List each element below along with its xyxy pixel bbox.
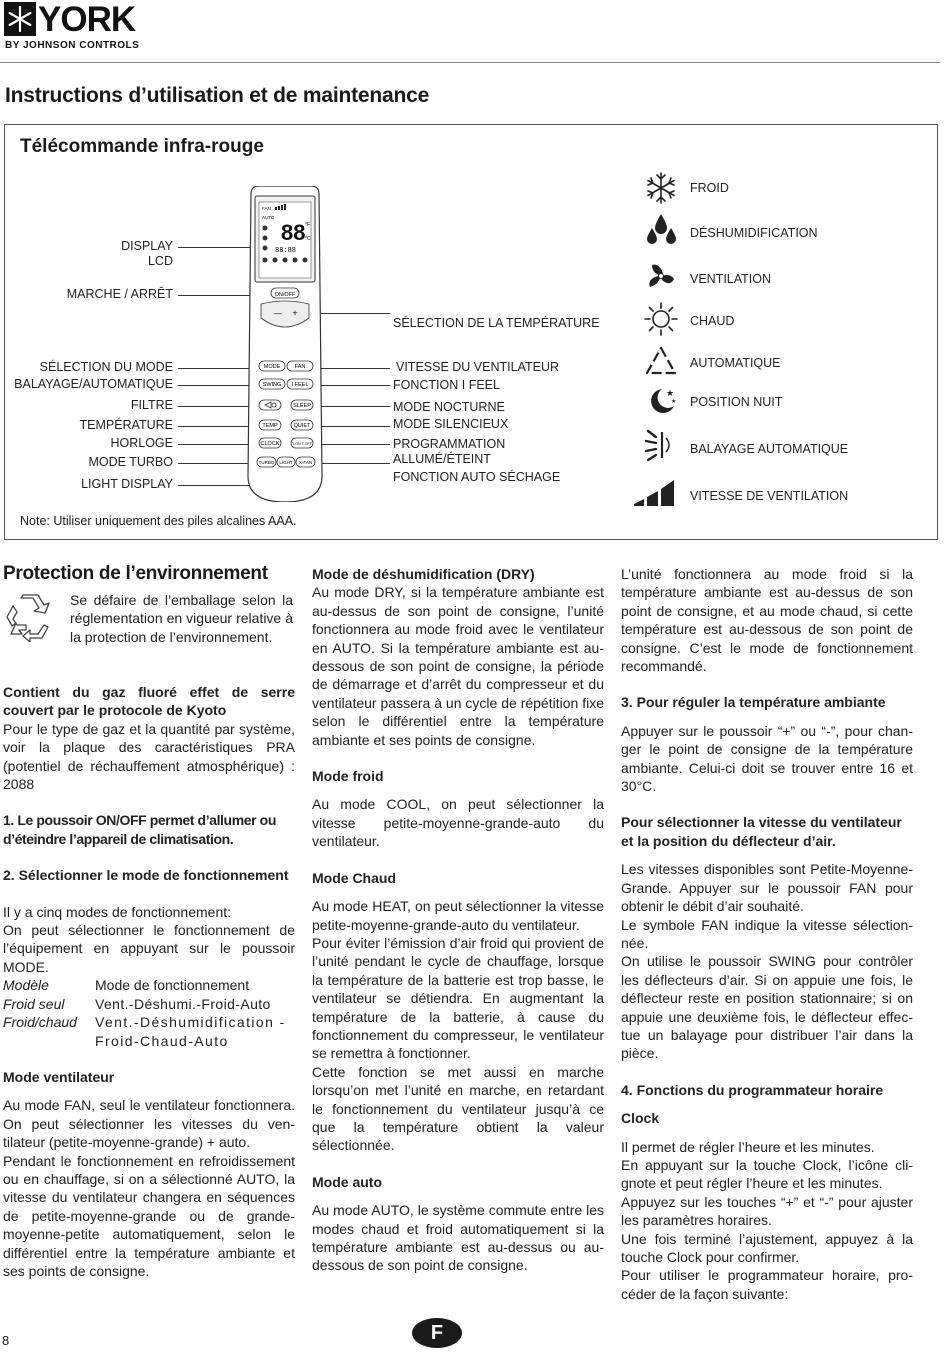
auto-text: Au mode AUTO, le système commute entre les modes chaud et froid automatiquement si la température ambiante est au-dessus ou au-dessous de son point de consigne.: [312, 1202, 604, 1274]
remote-timer-button: T-ON T-OFF: [292, 442, 312, 446]
speed-bars-icon: [632, 476, 676, 510]
language-badge: F: [412, 1318, 462, 1348]
fan-select-title: Pour sélectionner la vitesse du ventilateur et la position du déflecteur d’air.: [621, 814, 902, 849]
label-prog: [393, 437, 505, 467]
label-clock: HORLOGE: [110, 436, 173, 450]
lcd-auto-text: AUTO: [262, 215, 275, 220]
recycle-icon: [3, 592, 51, 642]
heat-text-2: Pour éviter l’émission d’air froid qui provient de l’unité pendant le cycle de chauffage, lorsque la température de la batterie est trop basse, le ventilateur se détiendra. En augmentant la température de la batterie, à cause du fonctionnement du compresseur, le ventilateur se remettra à fonctionner.: [312, 934, 604, 1062]
table-header-mode: Mode de fonctionnement: [95, 977, 250, 994]
label-display-line1: DISPLAY: [121, 239, 173, 253]
auto-intro-text: L’unité fonctionnera au mode froid si la température ambiante est au-dessus de son point de consigne, et au mode chaud, si cette température est au-dessous de son point de consigne. C’est le mode de fonctionnement recommandé.: [621, 566, 913, 675]
brand-name: YORK: [38, 0, 136, 39]
svg-text:★: ★: [671, 398, 677, 405]
mode-table-row-cool: [3, 995, 295, 1013]
label-swing: BALAYAGE/AUTOMATIQUE: [14, 377, 173, 391]
leader-ifeel: [318, 385, 390, 386]
legend-label-auto: AUTOMATIQUE: [690, 356, 781, 370]
drops-icon: [644, 212, 678, 246]
temp-regulation-title: 3. Pour réguler la température ambiante: [621, 694, 886, 711]
remote-temp-button: TEMP: [262, 423, 278, 429]
remote-minus-button: —: [274, 309, 282, 318]
table-row-cool-mode: Vent.-Déshumi.-Froid-Auto: [95, 995, 271, 1012]
remote-fan-button: FAN: [294, 364, 306, 370]
auto-icon: [644, 344, 678, 378]
legend-label-heat: CHAUD: [690, 314, 735, 328]
legend-label-swing: BALAYAGE AUTOMATIQUE: [690, 442, 849, 456]
legend-label-cool: FROID: [690, 181, 729, 195]
label-fan-speed: VITESSE DU VENTILATEUR: [396, 360, 559, 374]
label-onoff: MARCHE / ARRÊT: [66, 287, 173, 301]
legend-label-speed: VITESSE DE VENTILATION: [690, 489, 849, 503]
mode-title: 2. Sélectionner le mode de fonctionnement: [3, 867, 289, 884]
remote-sleep-button: SLEEP: [293, 403, 311, 409]
york-logo: [4, 2, 164, 52]
lcd-clock: 88:88: [275, 247, 297, 255]
cool-text: Au mode COOL, on peut sélectionner la vitesse petite-moyenne-grande-auto du ventilateur.: [312, 796, 604, 850]
label-filter: FILTRE: [130, 398, 173, 412]
label-prog-line1: PROGRAMMATION: [393, 437, 506, 451]
env-title: Protection de l’environnement: [3, 563, 268, 584]
leader-temp-select: [318, 313, 390, 314]
remote-turbo-button: TURBO: [258, 460, 275, 465]
label-display: [60, 239, 173, 269]
label-prog-line2: ALLUMÉ/ÉTEINT: [393, 452, 491, 466]
label-turbo: MODE TURBO: [88, 455, 173, 469]
snowflake-logo-icon: [4, 2, 36, 36]
clock-text-1: Il permet de régler l’heure et les minutes.: [621, 1138, 875, 1155]
lcd-unit-c: °C: [305, 236, 311, 242]
mode-text-2: On peut sélectionner le fonctionnement de l’équipement en appuyant sur le poussoir MODE.: [3, 922, 295, 975]
label-display-line2: LCD: [147, 254, 173, 268]
table-row-heat-model: Froid/chaud: [3, 1014, 77, 1031]
fan-select-text-1: Les vitesses disponibles sont Petite-Moyenne-Grande. Appuyer sur le poussoir FAN pour obtenir le débit d’air souhaité.: [621, 861, 913, 915]
label-temp-select: SÉLECTION DE LA TEMPÉRATURE: [393, 316, 600, 330]
remote-ifeel-button: I FEEL: [291, 382, 309, 388]
battery-note: Note: Utiliser uniquement des piles alcalines AAA.: [20, 514, 297, 528]
lcd-unit-f: °F: [305, 222, 311, 228]
fan-mode-text-1: Au mode FAN, seul le ventilateur fonctionnera. On peut sélectionner les vitesses du ventilateur (petite-moyenne-grande) + auto.: [3, 1097, 295, 1151]
label-xfan: FONCTION AUTO SÉCHAGE: [393, 470, 561, 484]
label-mode: SÉLECTION DU MODE: [39, 360, 173, 374]
env-text: Se défaire de l’emballage selon la réglementation en vigueur relative à la protection de l’environnement.: [70, 592, 293, 645]
table-header-model: Modèle: [3, 977, 49, 994]
gas-title: Contient du gaz fluoré effet de serre couvert par le protocole de Kyoto: [3, 684, 295, 719]
legend-label-sleep: POSITION NUIT: [690, 395, 783, 409]
cool-title: Mode froid: [312, 768, 384, 785]
column-1: [3, 683, 295, 1280]
lcd-fan-text: FAN: [262, 206, 271, 211]
clock-text-2: En appuyant sur la touche Clock, l’icône clignote et peut régler l’heure et les minutes.: [621, 1156, 913, 1192]
dry-title: Mode de déshumidification (DRY): [312, 566, 535, 582]
fan-icon: [644, 259, 678, 293]
remote-xfan-button: X-FAN: [298, 460, 313, 465]
label-quiet: MODE SILENCIEUX: [393, 417, 509, 431]
mode-text-1: Il y a cinq modes de fonctionnement:: [3, 903, 232, 920]
leader-sleep: [318, 406, 390, 407]
remote-onoff-button: ON/OFF: [274, 292, 296, 298]
clock-text-3: Appuyez sur les touches “+” et “-” pour ajuster les paramètres horaires.: [621, 1193, 913, 1229]
header-divider: [0, 62, 940, 63]
table-row-heat-mode: Vent.-Déshumidification -Froid-Chaud-Auto: [95, 1014, 286, 1049]
sun-icon: [644, 302, 678, 336]
swing-icon: [644, 428, 678, 462]
label-light: LIGHT DISPLAY: [81, 477, 173, 491]
remote-plus-button: +: [292, 308, 298, 318]
remote-quiet-button: QUIET: [293, 423, 311, 429]
onoff-title: 1. Le poussoir ON/OFF permet d’allumer ou d’éteindre l’appareil de climatisation.: [3, 812, 276, 847]
mode-table-row-heat: [3, 1013, 295, 1050]
remote-mode-button: MODE: [263, 364, 281, 370]
remote-control-illustration: [245, 186, 325, 502]
remote-section-title: Télécommande infra-rouge: [20, 136, 264, 157]
heat-title: Mode Chaud: [312, 869, 396, 886]
mode-table-header: [3, 976, 295, 994]
label-ifeel: FONCTION I FEEL: [393, 378, 500, 392]
leader-quiet: [318, 426, 390, 427]
leader-fan-speed: [318, 368, 390, 369]
page-number: 8: [2, 1333, 10, 1348]
dry-text: Au mode DRY, si la température ambiante est au-dessus de son point de consigne, l’unité fonctionnera au mode froid avec le ventilateur en AUTO. Si la température ambiante est au-dessous de son point de consigne, la période de démarrage et d’arrêt du compresseur et du ventilateur passera à un cycle de répétition fixe selon le différentiel entre la température ambiante et ses points de consigne.: [312, 584, 604, 748]
snowflake-icon: [644, 171, 678, 205]
clock-title: Clock: [621, 1110, 660, 1127]
table-row-cool-model: Froid seul: [3, 995, 65, 1012]
clock-text-5: Pour utiliser le programmateur horaire, procéder de la façon suivante:: [621, 1267, 913, 1302]
column-2: [312, 565, 604, 1275]
heat-text-1: Au mode HEAT, on peut sélectionner la vitesse petite-moyenne-grande-auto du ventilateur.: [312, 898, 604, 933]
legend-label-dry: DÉSHUMIDIFICATION: [690, 226, 818, 240]
label-sleep: MODE NOCTURNE: [393, 400, 505, 414]
fan-select-text-3: On utilise le poussoir SWING pour contrôler les déflecteurs d’air. Si on appuie une fois, le déflecteur reste en position stationnaire; si on appuie une deuxième fois, le déflecteur effectue un balayage pour distribuer l’air dans la pièce.: [621, 953, 913, 1062]
auto-title: Mode auto: [312, 1173, 382, 1190]
timer-title: 4. Fonctions du programmateur horaire: [621, 1081, 884, 1098]
fan-select-text-2: Le symbole FAN indique la vitesse sélectionnée.: [621, 916, 913, 951]
fan-mode-text-2: Pendant le fonctionnement en refroidissement ou en chauffage, si on a sélectionné AUTO, la vitesse du ventilateur changera en séquences de petite-moyenne-grande ou de grande-moyenne-petite automatiquement, selon le différentiel entre la température ambiante et ses points de consigne.: [3, 1152, 295, 1279]
fan-mode-title: Mode ventilateur: [3, 1068, 115, 1085]
heat-text-3: Cette fonction se met aussi en marche lorsqu’on met l’unité en marche, en retardant le fonctionnement du ventilateur jusqu’à ce que la température obtient la valeur sélectionnée.: [312, 1063, 604, 1154]
leader-prog: [318, 444, 390, 445]
clock-text-4: Une fois terminé l’ajustement, appuyez à la touche Clock pour confirmer.: [621, 1230, 913, 1265]
lcd-digits: 88: [281, 220, 306, 245]
page-title: Instructions d’utilisation et de maintenance: [5, 84, 430, 107]
moon-icon: [644, 384, 678, 418]
remote-swing-button: SWING: [262, 382, 282, 388]
remote-light-button: LIGHT: [279, 460, 293, 465]
remote-clock-button: CLOCK: [260, 441, 280, 447]
column-3: [621, 565, 913, 1303]
gas-text: Pour le type de gaz et la quantité par système, voir la plaque des caractéristiques PRA (potentiel de réchauffement atmosphérique) : 2088: [3, 720, 295, 793]
brand-subtitle: BY JOHNSON CONTROLS: [5, 40, 140, 51]
legend-label-fan: VENTILATION: [690, 272, 772, 286]
temp-regulation-text: Appuyer sur le poussoir “+” ou “-”, pour changer le point de consigne de la température ambiante. Celui-ci doit se trouver entre 16 et 30°C.: [621, 722, 913, 795]
leader-xfan: [318, 463, 390, 464]
label-temp: TEMPÉRATURE: [79, 418, 173, 432]
svg-text:★: ★: [666, 389, 675, 399]
